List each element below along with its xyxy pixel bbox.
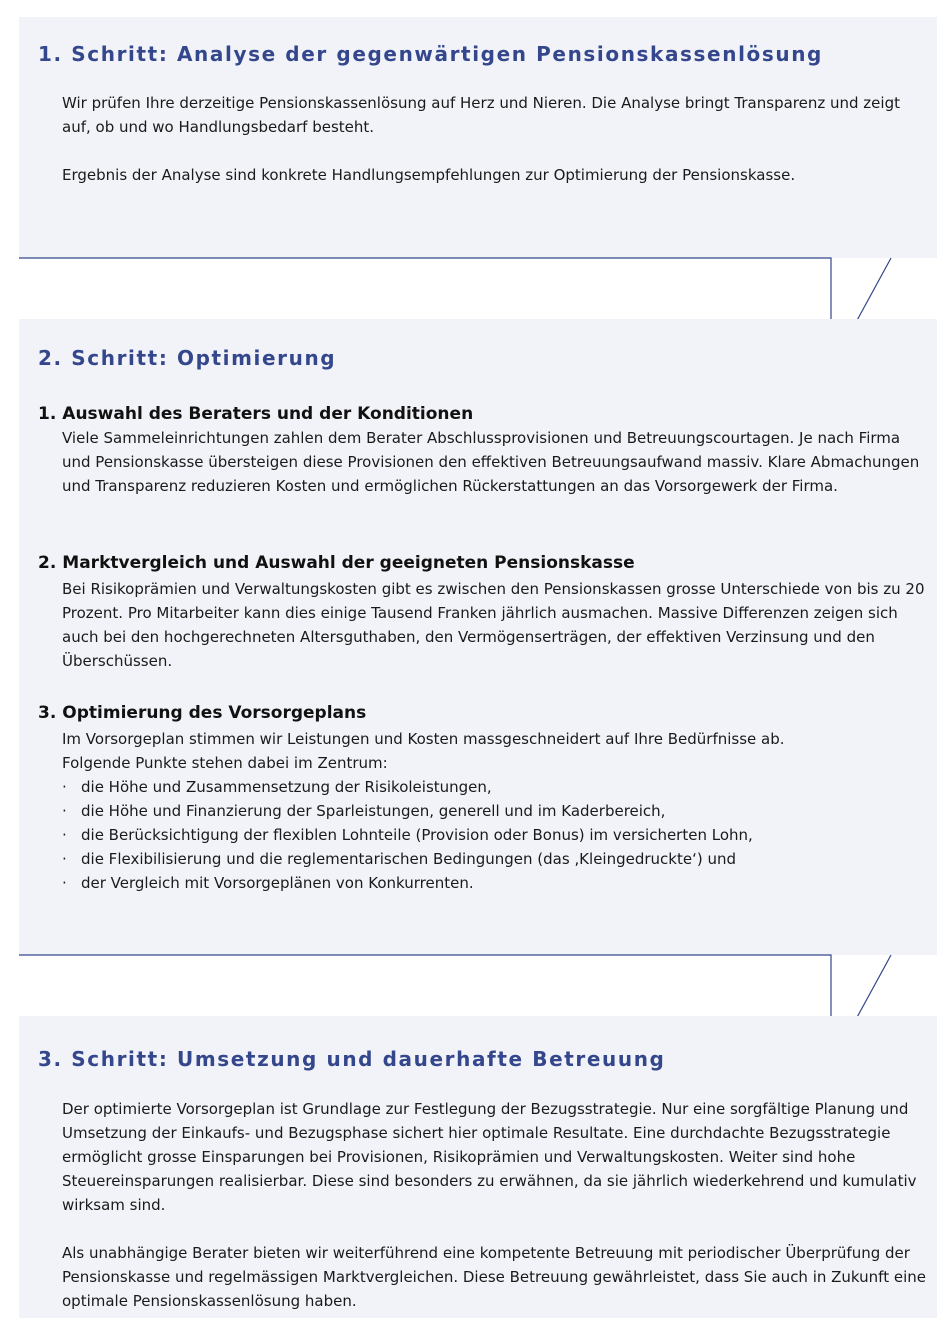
section-number: 2. bbox=[38, 553, 57, 573]
step2-panel bbox=[19, 319, 937, 955]
step3-paragraph-1: Der optimierte Vorsorgeplan ist Grundlage zur Festlegung der Bezugsstrategie. Nur eine sorgfältige Planung und Umsetzung der Einkaufs- und Bezugsphase sichert hier optimale Resultate. Eine durchdachte Bezugsstrategie ermöglicht grosse Einsparungen bei Provisionen, Risikoprämien und Verwaltungskosten. Weiter sind hohe Steuereinsparungen realisierbar. Diese sind besonders zu erwähnen, da sie jährlich wiederkehrend und kumulativ wirksam sind. bbox=[62, 1100, 917, 1214]
list-item: · der Vergleich mit Vorsorgeplänen von Konkurrenten. bbox=[62, 871, 753, 895]
bullet-icon: · bbox=[62, 778, 67, 796]
section-heading-text: Optimierung des Vorsorgeplans bbox=[62, 703, 367, 723]
section-heading-text: Marktvergleich und Auswahl der geeigneten Pensionskasse bbox=[62, 553, 635, 573]
bullet-icon: · bbox=[62, 850, 67, 868]
step1-panel bbox=[19, 17, 937, 258]
list-item: · die Höhe und Finanzierung der Sparleistungen, generell und im Kaderbereich, bbox=[62, 799, 753, 823]
bullet-icon: · bbox=[62, 826, 67, 844]
section-number: 3. bbox=[38, 703, 57, 723]
step2-section-3-text: Im Vorsorgeplan stimmen wir Leistungen und Kosten massgeschneidert auf Ihre Bedürfnisse ab. Folgende Punkte stehen dabei im Zentrum: bbox=[62, 730, 785, 772]
step2-section-3-heading bbox=[38, 703, 366, 723]
step3-panel bbox=[19, 1016, 937, 1318]
list-item: · die Höhe und Zusammensetzung der Risikoleistungen, bbox=[62, 775, 753, 799]
step2-section-1-heading bbox=[38, 404, 473, 424]
step3-title: 3. Schritt: Umsetzung und dauerhafte Betreuung bbox=[38, 1047, 666, 1071]
step2-section-2-heading bbox=[38, 553, 635, 573]
list-item: · die Berücksichtigung der flexiblen Lohnteile (Provision oder Bonus) im versicherten Lohn, bbox=[62, 823, 753, 847]
section-number: 1. bbox=[38, 404, 57, 424]
step3-paragraph-2: Als unabhängige Berater bieten wir weiterführend eine kompetente Betreuung mit periodischer Überprüfung der Pensionskasse und regelmässigen Marktvergleichen. Diese Betreuung gewährleistet, dass Sie auch in Zukunft eine optimale Pensionskassenlösung haben. bbox=[62, 1244, 926, 1310]
list-item: · die Flexibilisierung und die reglementarischen Bedingungen (das ‚Kleingedruckte‘) und bbox=[62, 847, 753, 871]
step1-paragraph-1: Wir prüfen Ihre derzeitige Pensionskassenlösung auf Herz und Nieren. Die Analyse bringt Transparenz und zeigt auf, ob und wo Handlungsbedarf besteht. bbox=[62, 94, 900, 136]
section-heading-text: Auswahl des Beraters und der Konditionen bbox=[62, 404, 474, 424]
step2-title: 2. Schritt: Optimierung bbox=[38, 346, 337, 370]
bullet-icon: · bbox=[62, 874, 67, 892]
step2-section-1-text: Viele Sammeleinrichtungen zahlen dem Berater Abschlussprovisionen und Betreuungscourtagen. Je nach Firma und Pensionskasse übersteigen diese Provisionen den effektiven Betreuungsaufwand massiv. Klare Abmachungen und Transparenz reduzieren Kosten und ermöglichen Rückerstattungen an das Vorsorgewerk der Firma. bbox=[62, 429, 920, 495]
step1-title: 1. Schritt: Analyse der gegenwärtigen Pensionskassenlösung bbox=[38, 42, 823, 66]
step2-section-2-text: Bei Risikoprämien und Verwaltungskosten gibt es zwischen den Pensionskassen grosse Unterschiede von bis zu 20 Prozent. Pro Mitarbeiter kann dies einige Tausend Franken jährlich ausmachen. Massive Differenzen zeigen sich auch bei den hochgerechneten Altersguthaben, den Vermögenserträgen, der effektiven Verzinsung und den Überschüssen. bbox=[62, 580, 925, 670]
bullet-icon: · bbox=[62, 802, 67, 820]
step2-bullet-list bbox=[62, 775, 753, 895]
step1-paragraph-2: Ergebnis der Analyse sind konkrete Handlungsempfehlungen zur Optimierung der Pensionskasse. bbox=[62, 166, 796, 184]
